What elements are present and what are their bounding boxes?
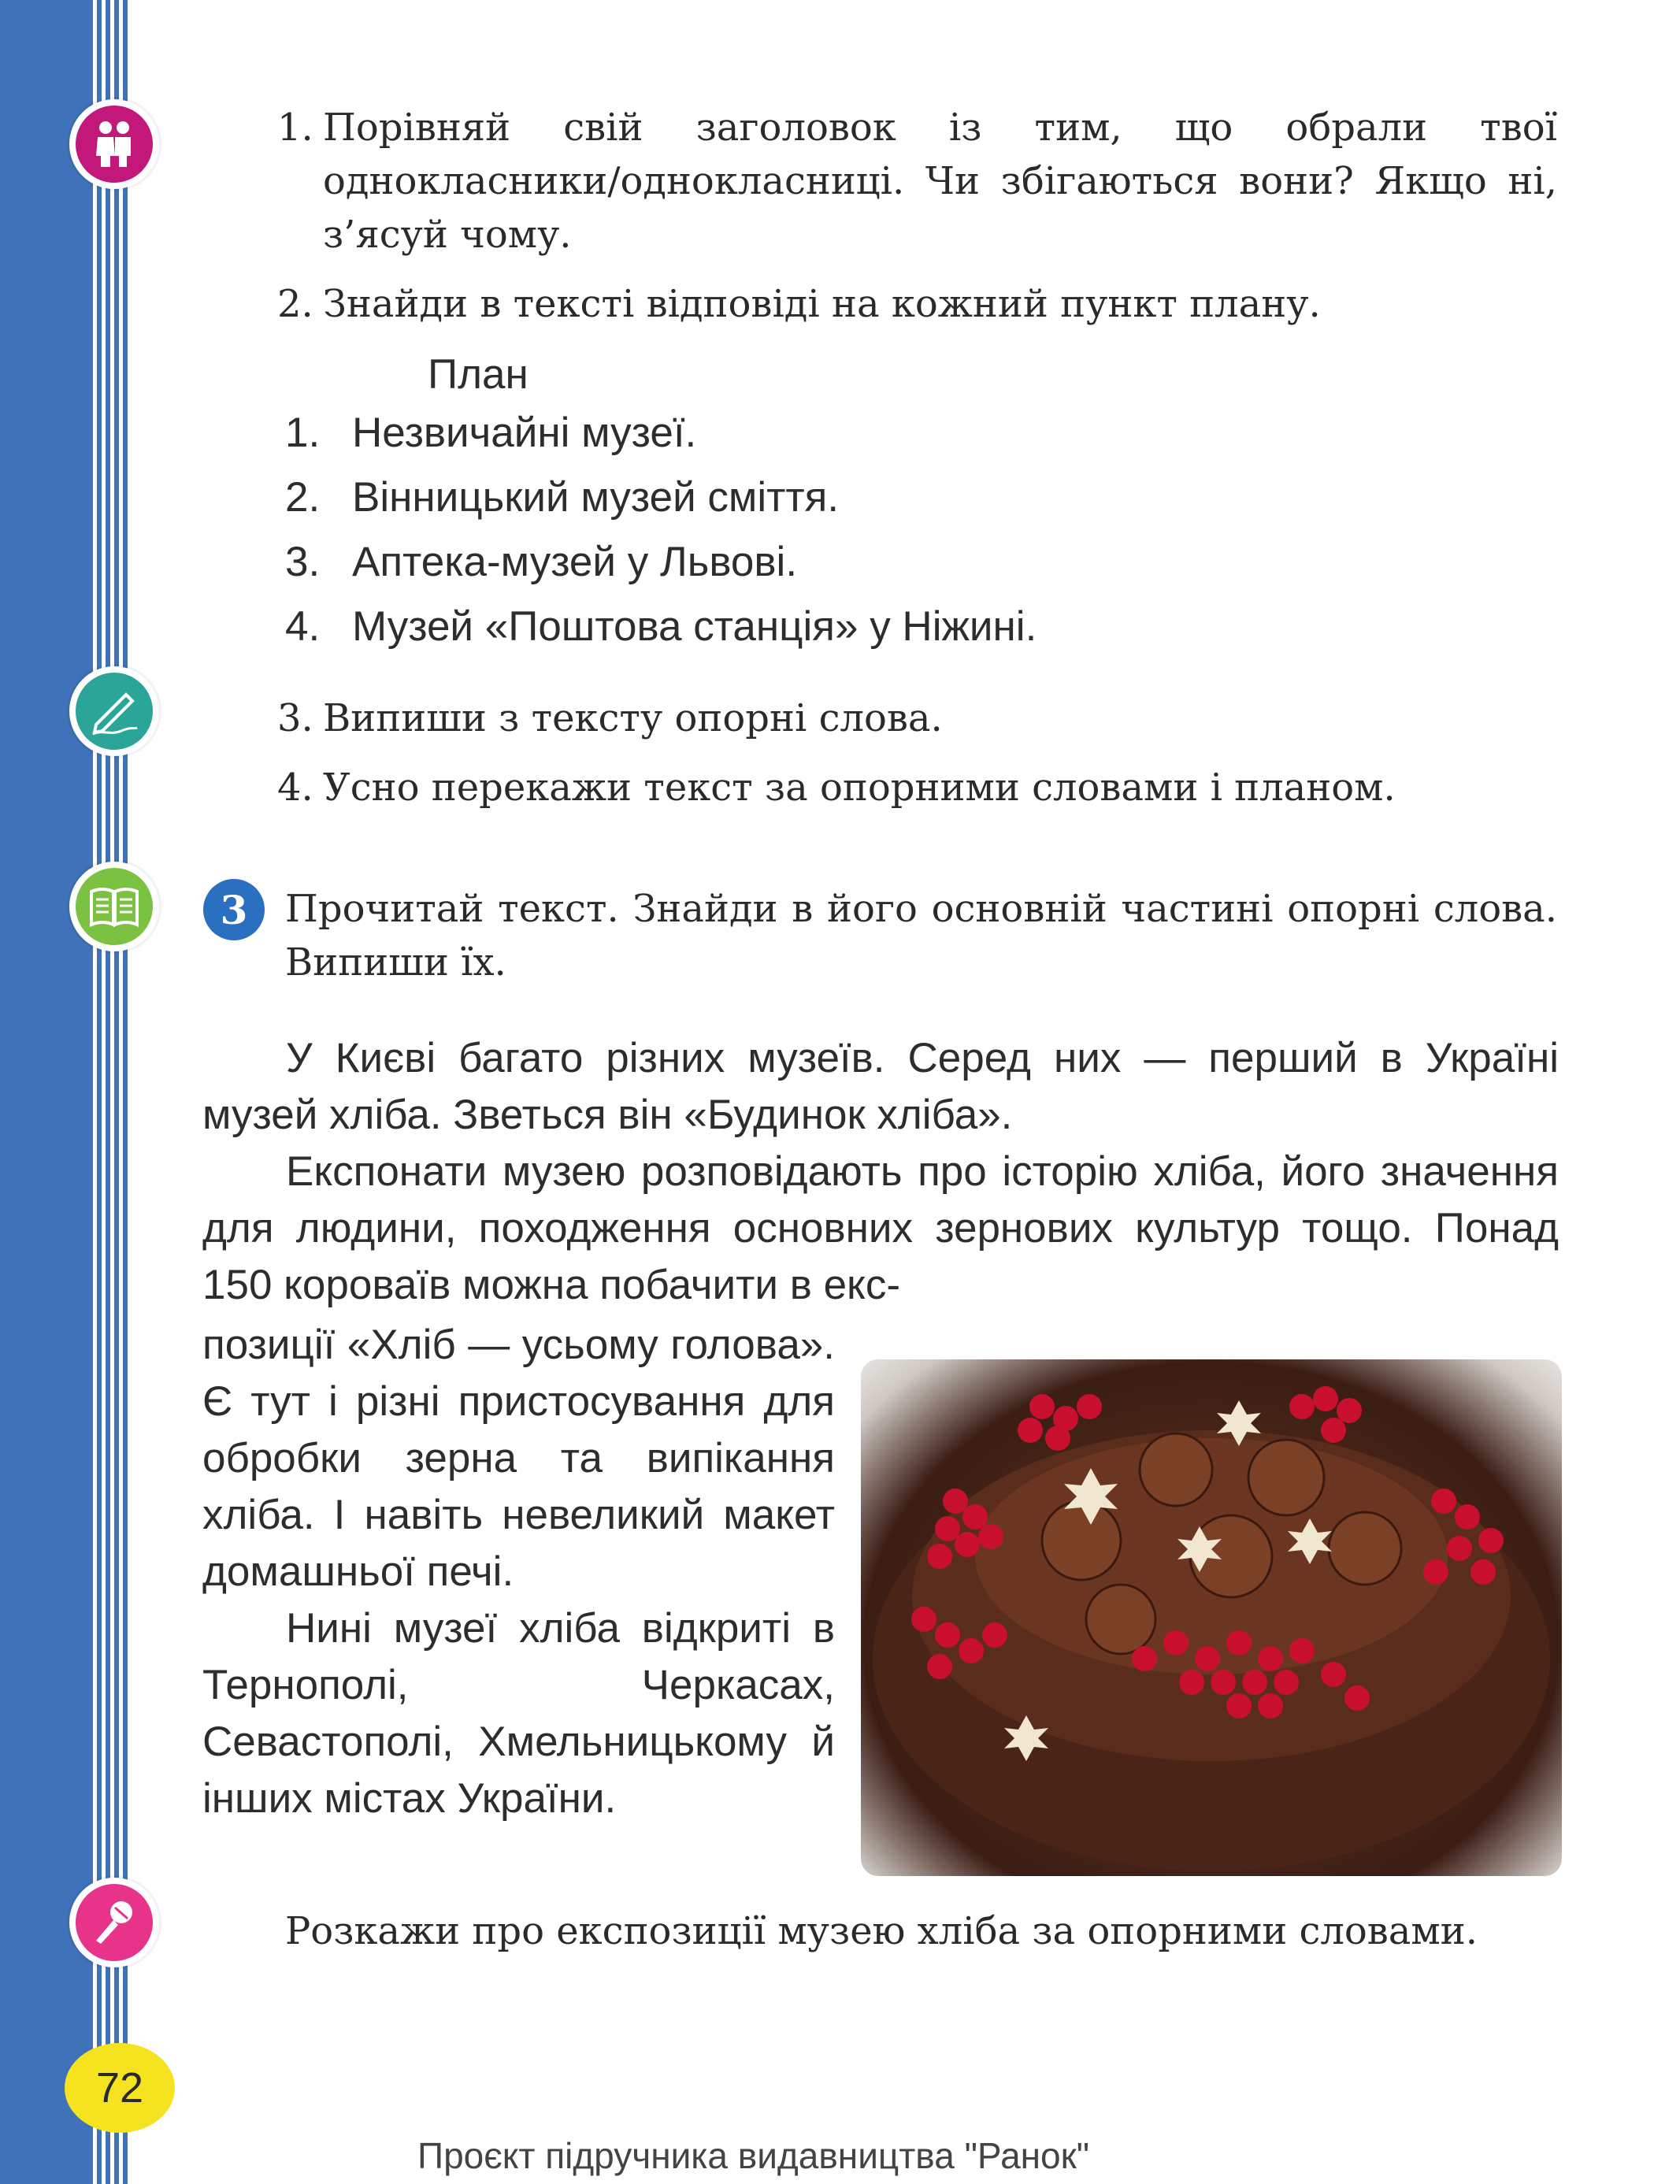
writing-icon — [69, 666, 159, 756]
korovai-photo — [861, 1359, 1562, 1876]
plan-item-1 — [285, 405, 696, 462]
task-1 — [277, 101, 1557, 261]
microphone-icon — [69, 1878, 159, 1967]
exercise-instruction-text: Прочитай текст. Знайди в його основній частині опорні слова. Випиши їх. — [285, 887, 1557, 984]
paragraph-2-part-2: позиції «Хліб — усьому голова». Є тут і різні пристосування для обробки зерна та випікання хліба. І навіть невеликий макет домашньої печі. — [202, 1322, 835, 1595]
plan-item-text: Незвичайні музеї. — [352, 410, 697, 456]
plan-item-text: Музей «Поштова станція» у Ніжині. — [352, 603, 1037, 650]
plan-item-number: 2. — [285, 474, 321, 521]
exercise-instruction — [285, 882, 1557, 989]
reading-text — [202, 1030, 1559, 1314]
task-4-text: Усно перекажи текст за опорними словами і планом. — [323, 766, 1396, 810]
page-number: 72 — [65, 2043, 175, 2133]
plan-item-number: 3. — [285, 539, 321, 585]
plan-item-2 — [285, 469, 839, 526]
task-1-number: 1. — [277, 106, 313, 150]
paragraph-3: Нині музеї хліба відкриті в Тернополі, Черкасах, Севастополі, Хмельницькому й інших містах України. — [202, 1605, 835, 1822]
task-2-number: 2. — [277, 282, 313, 326]
footer-note: Проєкт підручника видавництва "Ранок" — [417, 2135, 1090, 2176]
reading-book-icon — [69, 862, 159, 951]
sidebar-edge — [129, 0, 135, 2184]
exercise-number-badge: 3 — [203, 879, 265, 940]
plan-item-3 — [285, 534, 797, 591]
paragraph-1: У Києві багато різних музеїв. Серед них — перший в Україні музей хліба. Зветься він «Будинок хліба». — [202, 1035, 1559, 1138]
korovai-illustration — [861, 1359, 1562, 1876]
reading-text-wrapped — [202, 1317, 835, 1827]
task-3-text: Випиши з тексту опорні слова. — [323, 696, 943, 740]
final-task-text: Розкажи про експозиції музею хліба за опорними словами. — [285, 1909, 1478, 1953]
left-sidebar — [0, 0, 93, 2184]
task-1-text: Порівняй свій заголовок із тим, що обрали твої однокласники/однокласниці. Чи збігаються вони? Якщо ні, з’ясуй чому. — [323, 106, 1557, 257]
plan-item-4 — [285, 599, 1037, 655]
final-task — [285, 1904, 1557, 1958]
task-4 — [277, 761, 1557, 814]
plan-title: План — [428, 351, 528, 398]
task-4-number: 4. — [277, 766, 313, 810]
task-3-number: 3. — [277, 696, 313, 740]
pair-work-icon — [69, 99, 159, 189]
plan-item-text: Аптека-музей у Львові. — [352, 539, 798, 585]
sidebar-stripes — [93, 0, 129, 2184]
task-3 — [277, 692, 1557, 745]
paragraph-2-part-1: Експонати музею розповідають про історію хліба, його значення для людини, походження основних зернових культур тощо. Понад 150 короваїв можна побачити в екс- — [202, 1148, 1559, 1308]
plan-item-number: 4. — [285, 603, 321, 650]
task-2 — [277, 277, 1557, 331]
task-2-text: Знайди в тексті відповіді на кожний пункт плану. — [323, 282, 1321, 326]
plan-item-number: 1. — [285, 410, 321, 456]
plan-item-text: Вінницький музей сміття. — [352, 474, 840, 521]
